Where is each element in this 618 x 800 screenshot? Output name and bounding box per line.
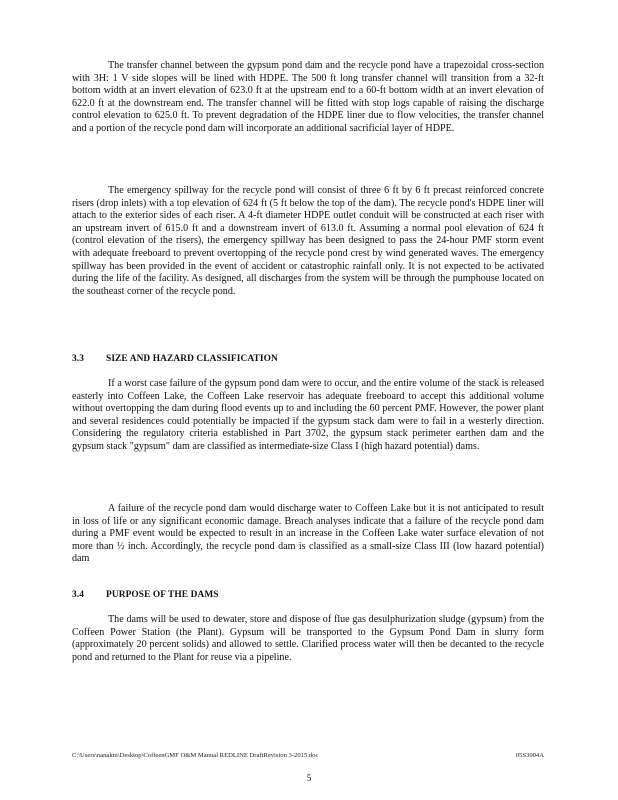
section-heading-3-4 bbox=[72, 590, 219, 600]
paragraph-hazard-recycle-dam: A failure of the recycle pond dam would discharge water to Coffeen Lake but it is not anticipated to result in loss of life or any significant economic damage. Breach analyses indicate that a failure of the recycle pond dam during a PMF event would be expected to result in an increase in the Coffeen Lake water surface elevation of not more than ½ inch. Accordingly, the recycle pond dam is classified as a small-size Class III (low hazard potential) dam bbox=[72, 503, 544, 565]
footer-document-code: 05S3004A bbox=[515, 752, 544, 759]
section-number: 3.3 bbox=[72, 354, 85, 364]
section-number: 3.4 bbox=[72, 590, 85, 600]
paragraph-emergency-spillway: The emergency spillway for the recycle pond will consist of three 6 ft by 6 ft precast reinforced concrete risers (drop inlets) with a top elevation of 624 ft (5 ft below the top of the dam). The recycle pond's HDPE liner will attach to the exterior sides of each riser. A 4-ft diameter HDPE outlet conduit will be constructed at each riser with an upstream invert of 615.0 ft and a downstream invert of 613.0 ft. Assuming a normal pool elevation of 624 ft (control elevation of the risers), the emergency spillway has been designed to pass the 24-hour PMF storm event with adequate freeboard to prevent overtopping of the recycle pond crest by wind generated waves. The emergency spillway has been provided in the event of accident or catastrophic rainfall only. It is not expected to be activated during the life of the facility. As designed, all discharges from the system will be through the pumphouse located on the southeast corner of the recycle pond. bbox=[72, 185, 544, 297]
section-heading-3-3 bbox=[72, 354, 278, 364]
footer-file-path: C:\Users\nanakm\Desktop\CoffeenGMF O&M Manual REDLINE DraftRevision 3-2015.doc bbox=[72, 752, 319, 759]
section-title: SIZE AND HAZARD CLASSIFICATION bbox=[106, 354, 278, 364]
page-number: 5 bbox=[306, 774, 312, 784]
paragraph-purpose: The dams will be used to dewater, store and dispose of flue gas desulphurization sludge (gypsum) from the Coffeen Power Station (the Plant). Gypsum will be transported to the Gypsum Pond Dam in slurry form (approximately 20 percent solids) and allowed to settle. Clarified process water will then be decanted to the recycle pond and returned to the Plant for reuse via a pipeline. bbox=[72, 614, 544, 663]
section-title: PURPOSE OF THE DAMS bbox=[106, 590, 219, 600]
paragraph-transfer-channel: The transfer channel between the gypsum pond dam and the recycle pond have a trapezoidal cross-section with 3H: 1 V side slopes will be lined with HDPE. The 500 ft long transfer channel will transition from a 32-ft bottom width at an invert elevation of 623.0 ft at the upstream end to a 60-ft bottom width at an invert elevation of 622.0 ft at the downstream end. The transfer channel will be fitted with stop logs capable of raising the discharge control elevation to 625.0 ft. To prevent degradation of the HDPE liner due to flow velocities, the transfer channel and a portion of the recycle pond dam will incorporate an additional sacrificial layer of HDPE. bbox=[72, 60, 544, 134]
paragraph-hazard-gypsum-dam: If a worst case failure of the gypsum pond dam were to occur, and the entire volume of the stack is released easterly into Coffeen Lake, the Coffeen Lake reservoir has adequate freeboard to accept this additional volume without overtopping the dam during flood events up to and including the 60 percent PMF. However, the power plant and several residences could potentially be impacted if the gypsum stack dam were to fail in a westerly direction. Considering the regulatory criteria established in Part 3702, the gypsum stack perimeter earthen dam and the gypsum stack "gypsum" dam are classified as intermediate-size Class I (high hazard potential) dams. bbox=[72, 378, 544, 452]
